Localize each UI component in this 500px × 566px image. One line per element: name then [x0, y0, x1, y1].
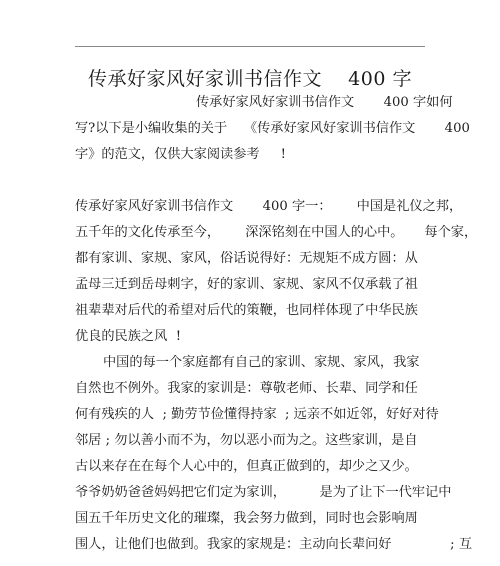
- body-line-8: 自然也不例外。我家的家训是：尊敬老师、长辈、同学和任: [75, 381, 418, 396]
- body-line-1: 传承好家风好家训书信作文 400 字一： 中国是礼仪之邦，: [75, 199, 463, 214]
- body-line-6: 优良的民族之风 !: [75, 329, 181, 344]
- intro-line-1: 传承好家风好家训书信作文 400 字如何: [196, 95, 453, 110]
- body-line-9: 何有残疾的人 ; 勤劳节俭懂得持家 ; 远亲不如近邻，好好对待: [75, 407, 439, 422]
- body-line-5: 祖辈辈对后代的希望对后代的策鞭，也同样体现了中华民族: [75, 303, 418, 318]
- body-line-7: 中国的每一个家庭都有自己的家训、家规、家风，我家: [103, 355, 420, 370]
- body-line-3: 都有家训、家规、家风，俗话说得好：无规矩不成方圆：从: [75, 251, 418, 266]
- body-line-11: 古以来存在在每个人心中的，但真正做到的，却少之又少。: [75, 459, 418, 474]
- body-line-13: 国五千年历史文化的璀璨，我会努力做到，同时也会影响周: [75, 511, 418, 526]
- intro-line-3: 字》的范文，仅供大家阅读参考 !: [75, 147, 286, 162]
- intro-line-2: 写?以下是小编收集的关于 《传承好家风好家训书信作文 400: [75, 121, 470, 136]
- document-title: 传承好家风好家训书信作文 400 字: [88, 68, 412, 90]
- body-line-12: 爷爷奶奶爸爸妈妈把它们定为家训， 是为了让下一代牢记中: [75, 485, 452, 500]
- body-line-4: 孟母三迁到岳母刺字，好的家训、家规、家风不仅承载了祖: [75, 277, 418, 292]
- body-line-14: 围人，让他们也做到。我家的家规是：主动向长辈问好 ; 互: [75, 537, 473, 552]
- body-line-2: 五千年的文化传承至今， 深深铭刻在中国人的心中。 每个家，: [75, 225, 478, 240]
- top-rule: [75, 46, 425, 47]
- body-line-10: 邻居 ; 勿以善小而不为，勿以恶小而为之。这些家训，是自: [75, 433, 418, 448]
